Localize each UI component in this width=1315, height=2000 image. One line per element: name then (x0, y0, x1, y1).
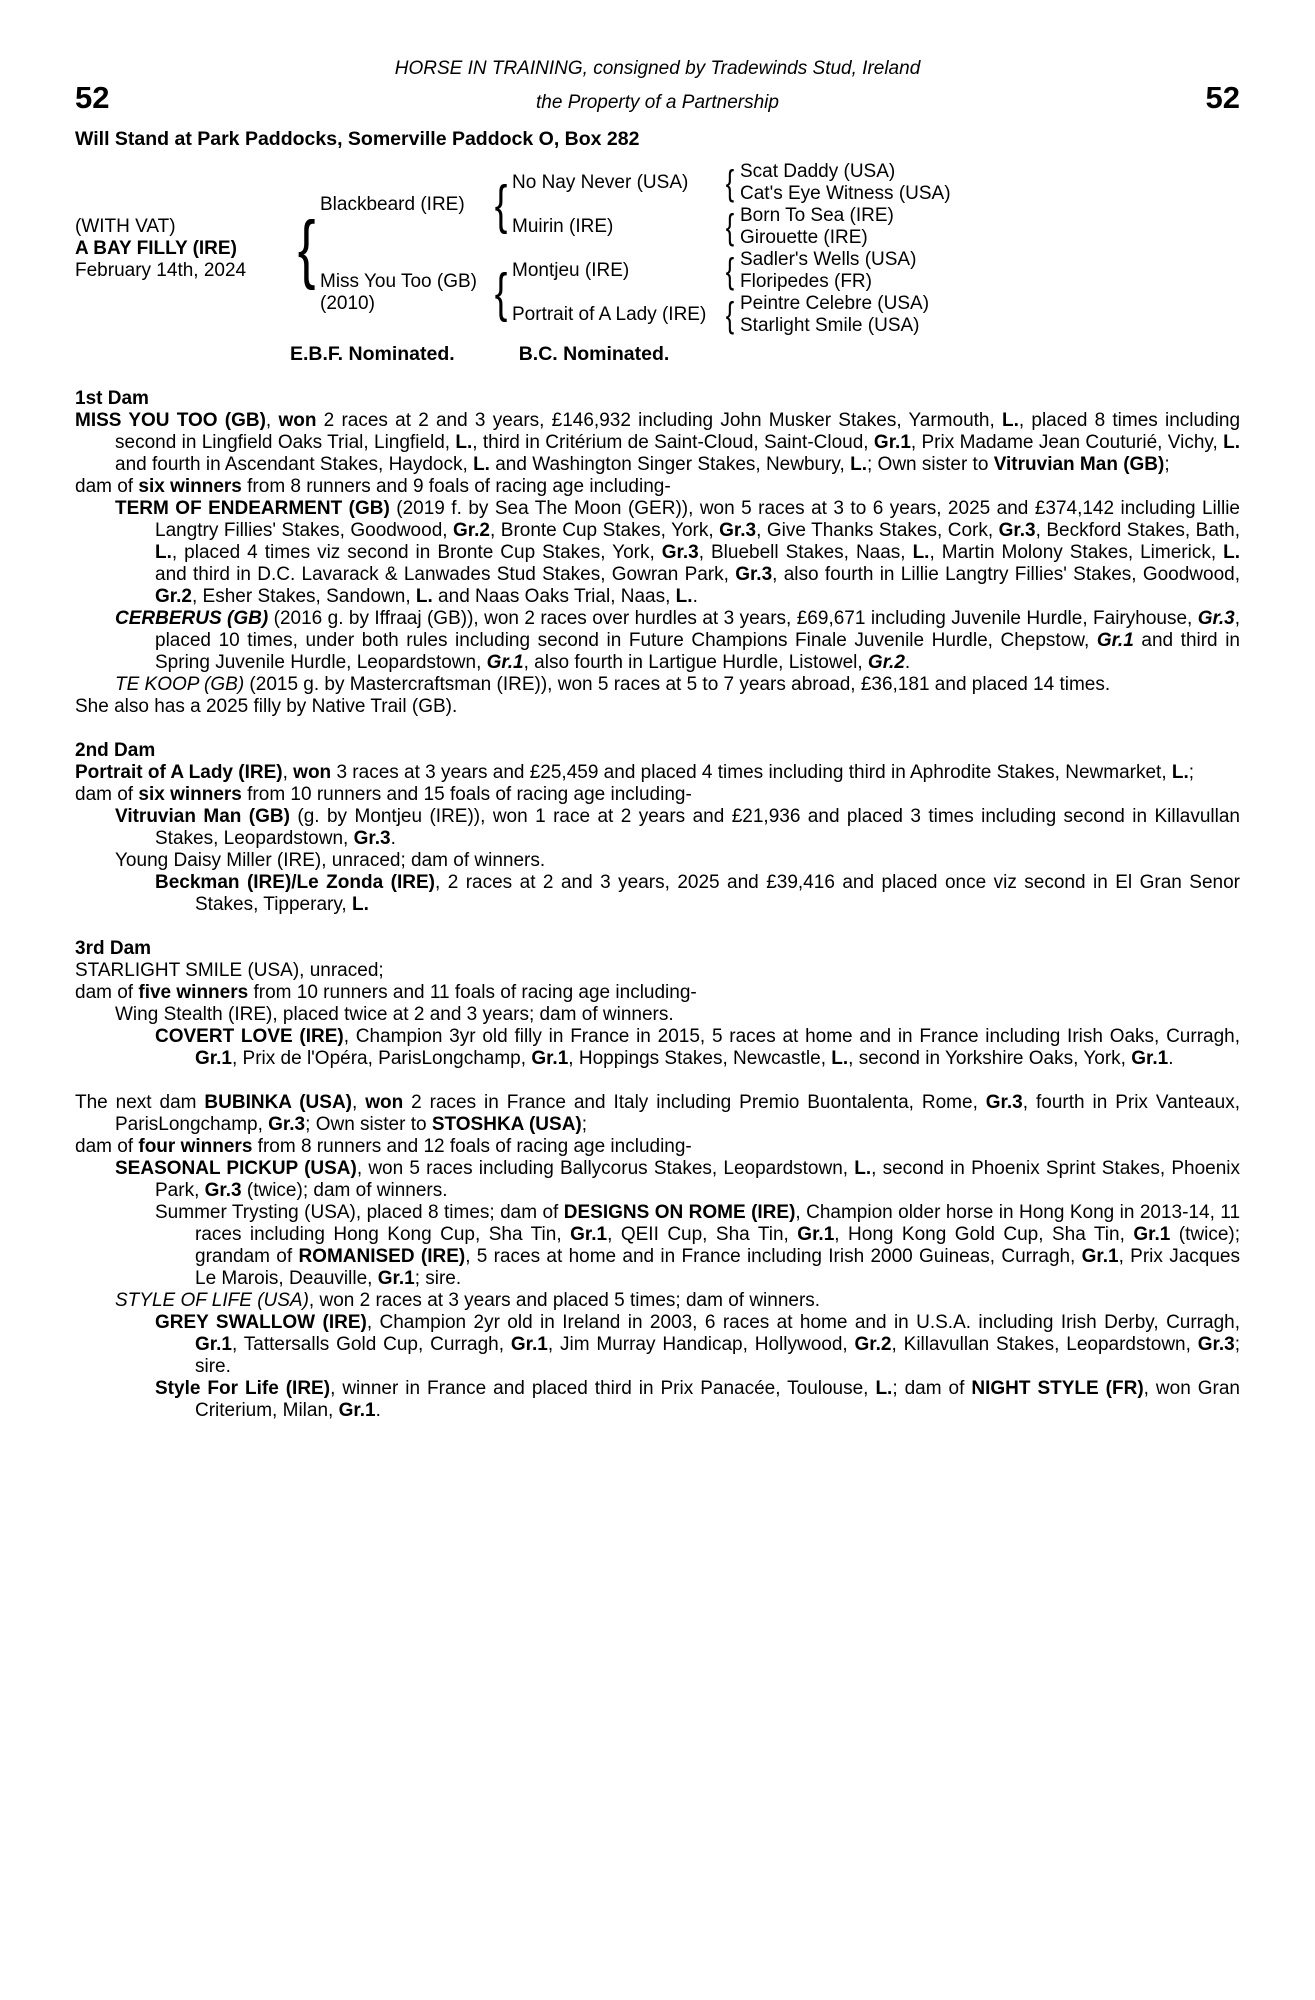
dam3-produce-intro: dam of five winners from 10 runners and 11 foals of racing age including- (75, 982, 697, 1003)
lot-row (75, 80, 1240, 116)
lot-number-right: 52 (1205, 80, 1240, 115)
sire-name: Blackbeard (IRE) (320, 194, 465, 215)
wing-stealth-para: Wing Stealth (IRE), placed twice at 2 and 3 years; dam of winners. (115, 1004, 674, 1025)
pedigree-table (75, 161, 1240, 337)
dam-brace: { (494, 263, 508, 323)
dam-dam-name: Portrait of A Lady (IRE) (512, 304, 707, 325)
style-for-life-para: Style For Life (IRE), winner in France and placed third in Prix Panacée, Toulouse, L.; dam of NIGHT STYLE (FR), won Gran Criterium, Milan, Gr.1. (155, 1378, 1240, 1421)
sire-brace: { (494, 175, 508, 235)
ebf-nominated-label: E.B.F. Nominated. (290, 343, 455, 365)
miss-you-too-para: MISS YOU TOO (GB), won 2 races at 2 and 3 years, £146,932 including John Musker Stakes, Yarmouth, L., placed 8 times including second in Lingfield Oaks Trial, Lingfield, L., third in Critérium de Saint-Cloud, Saint-Cloud, Gr.1, Prix Madame Jean Couturié, Vichy, L. and fourth in Ascendant Stakes, Haydock, L. and Washington Singer Stakes, Newbury, L.; Own sister to Vitruvian Man (GB); (75, 410, 1241, 475)
sire-sire-brace: { (725, 162, 735, 203)
sire-dam-brace: { (725, 206, 735, 247)
sire-dam-dam-name: Girouette (IRE) (740, 227, 868, 248)
catalogue-body (75, 388, 1240, 1422)
portrait-of-a-lady-para: Portrait of A Lady (IRE), won 3 races at 3 years and £25,459 and placed 4 times including third in Aphrodite Stakes, Newmarket, L.; (75, 762, 1195, 783)
vitruvian-man-para: Vitruvian Man (GB) (g. by Montjeu (IRE)), won 1 race at 2 years and £21,936 and placed 3 times including second in Killavullan Stakes, Leopardstown, Gr.3. (115, 806, 1240, 849)
consignment-line: HORSE IN TRAINING, consigned by Tradewinds Stud, Ireland (394, 58, 921, 79)
bc-nominated-label: B.C. Nominated. (518, 343, 670, 365)
dam-dam-sire-name: Peintre Celebre (USA) (740, 293, 930, 314)
sire-sire-dam-name: Cat's Eye Witness (USA) (740, 183, 951, 204)
cerberus-para: CERBERUS (GB) (2016 g. by Iffraaj (GB)), won 2 races over hurdles at 3 years, £69,671 including Juvenile Hurdle, Fairyhouse, Gr.3, placed 10 times, under both rules including second in Future Champions Finale Juvenile Hurdle, Chepstow, Gr.1 and third in Spring Juvenile Hurdle, Leopardstown, Gr.1, also fourth in Lartigue Hurdle, Listowel, Gr.2. (115, 608, 1240, 673)
dam3-heading: 3rd Dam (75, 938, 152, 959)
bubinka-para: The next dam BUBINKA (USA), won 2 races in France and Italy including Premio Buontalenta, Rome, Gr.3, fourth in Prix Vanteaux, ParisLongchamp, Gr.3; Own sister to STOSHKA (USA); (75, 1092, 1241, 1135)
dam1-produce-intro: dam of six winners from 8 runners and 9 foals of racing age including- (75, 476, 671, 497)
covert-love-para: COVERT LOVE (IRE), Champion 3yr old filly in France in 2015, 5 races at home and in France including Irish Oaks, Curragh, Gr.1, Prix de l'Opéra, ParisLongchamp, Gr.1, Hoppings Stakes, Newcastle, L., second in Yorkshire Oaks, York, Gr.1. (155, 1026, 1241, 1069)
sire-dam-sire-name: Born To Sea (IRE) (740, 205, 894, 226)
seasonal-pickup-para: SEASONAL PICKUP (USA), won 5 races including Ballycorus Stakes, Leopardstown, L., second in Phoenix Sprint Stakes, Phoenix Park, Gr.3 (twice); dam of winners. (115, 1158, 1240, 1201)
page-header (75, 58, 1240, 151)
property-line: the Property of a Partnership (536, 92, 779, 113)
dam1-note: She also has a 2025 filly by Native Trail (GB). (75, 696, 458, 717)
young-daisy-miller-para: Young Daisy Miller (IRE), unraced; dam of winners. (115, 850, 546, 871)
beckman-para: Beckman (IRE)/Le Zonda (IRE), 2 races at 2 and 3 years, 2025 and £39,416 and placed once viz second in El Gran Senor Stakes, Tipperary, L. (155, 872, 1240, 915)
dam2-heading: 2nd Dam (75, 740, 156, 761)
dam-dam-dam-name: Starlight Smile (USA) (740, 315, 920, 336)
te-koop-para: TE KOOP (GB) (2015 g. by Mastercraftsman (IRE)), won 5 races at 5 to 7 years abroad, £36,181 and placed 14 times. (115, 674, 1111, 695)
dam-sire-brace: { (725, 250, 735, 291)
sire-sire-sire-name: Scat Daddy (USA) (740, 161, 896, 182)
horse-foaling-date: February 14th, 2024 (75, 260, 247, 281)
term-of-endearment-para: TERM OF ENDEARMENT (GB) (2019 f. by Sea The Moon (GER)), won 5 races at 3 to 6 years, 2025 and £374,142 including Lillie Langtry Fillies' Stakes, Goodwood, Gr.2, Bronte Cup Stakes, York, Gr.3, Give Thanks Stakes, Cork, Gr.3, Beckford Stakes, Bath, L., placed 4 times viz second in Bronte Cup Stakes, York, Gr.3, Bluebell Stakes, Naas, L., Martin Molony Stakes, Limerick, L. and third in D.C. Lavarack & Lanwades Stud Stakes, Gowran Park, Gr.3, also fourth in Lillie Langtry Fillies' Stakes, Goodwood, Gr.2, Esher Stakes, Sandown, L. and Naas Oaks Trial, Naas, L.. (115, 498, 1241, 607)
horse-info (75, 161, 294, 337)
dam1-heading: 1st Dam (75, 388, 149, 409)
vat-note: (WITH VAT) (75, 216, 176, 237)
dam-name-block (320, 249, 490, 337)
grey-swallow-para: GREY SWALLOW (IRE), Champion 2yr old in Ireland in 2003, 6 races at home and in U.S.A. including Irish Derby, Curragh, Gr.1, Tattersalls Gold Cup, Curragh, Gr.1, Jim Murray Handicap, Hollywood, Gr.2, Killavullan Stakes, Leopardstown, Gr.3; sire. (155, 1312, 1240, 1377)
summer-trysting-para: Summer Trysting (USA), placed 8 times; dam of DESIGNS ON ROME (IRE), Champion older horse in Hong Kong in 2013-14, 11 races including Hong Kong Cup, Sha Tin, Gr.1, QEII Cup, Sha Tin, Gr.1, Hong Kong Gold Cup, Sha Tin, Gr.1 (twice); grandam of ROMANISED (IRE), 5 races at home and in France including Irish 2000 Guineas, Curragh, Gr.1, Prix Jacques Le Marois, Deauville, Gr.1; sire. (155, 1202, 1241, 1289)
root-brace: { (298, 206, 316, 291)
dam-dam-brace: { (725, 294, 735, 335)
dam-sire-dam-name: Floripedes (FR) (740, 271, 872, 292)
nominations-row (290, 343, 1240, 366)
dam-name: Miss You Too (GB) (320, 271, 478, 292)
sire-dam-name: Muirin (IRE) (512, 216, 614, 237)
dam4-produce-intro: dam of four winners from 8 runners and 12 foals of racing age including- (75, 1136, 692, 1157)
dam2-produce-intro: dam of six winners from 10 runners and 15 foals of racing age including- (75, 784, 692, 805)
dam-sire-sire-name: Sadler's Wells (USA) (740, 249, 917, 270)
lot-number-left: 52 (75, 80, 110, 115)
starlight-smile-para: STARLIGHT SMILE (USA), unraced; (75, 960, 384, 981)
sire-sire-name: No Nay Never (USA) (512, 172, 689, 193)
horse-description: A BAY FILLY (IRE) (75, 238, 237, 259)
dam-year: (2010) (320, 293, 375, 314)
style-of-life-para: STYLE OF LIFE (USA), won 2 races at 3 years and placed 5 times; dam of winners. (115, 1290, 821, 1311)
dam-sire-name: Montjeu (IRE) (512, 260, 630, 281)
stand-location-line: Will Stand at Park Paddocks, Somerville Paddock O, Box 282 (75, 128, 640, 150)
